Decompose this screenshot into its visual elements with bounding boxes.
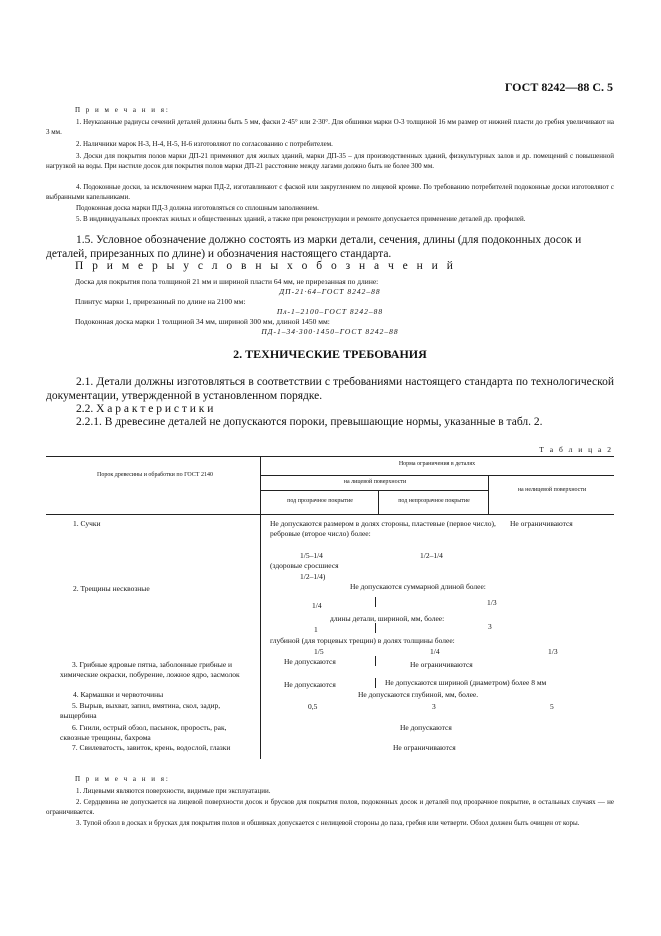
row5-v3: 5 xyxy=(550,702,554,711)
th-opaque: под непрозрачное покрытие xyxy=(398,498,470,504)
page-header: ГОСТ 8242—88 С. 5 xyxy=(504,80,613,94)
bottom-notes-title: П р и м е ч а н и я: xyxy=(75,775,170,783)
table-col-divider xyxy=(260,456,261,759)
row5-name: 5. Вырыв, выхват, запил, вмятина, скол, задир, выщербина xyxy=(60,701,221,720)
example-3-text: Подоконная доска марки 1 толщиной 34 мм, шириной 300 мм, длиной 1450 мм: xyxy=(75,317,330,326)
row2-text3: глубиной (для торцевых трещин) в долях толщины более: xyxy=(270,636,455,645)
note-5: 5. В индивидуальных проектах жилых и общественных зданий, а также при реконструкции и ремонте допускается применение деталей др. профилей. xyxy=(76,215,526,223)
example-2-text: Плинтус марки 1, прирезанный по длине на 2100 мм: xyxy=(75,297,246,306)
row3-mark xyxy=(375,656,376,666)
row3-name: 3. Грибные ядровые пятна, заболонные грибные и химические окраски, побурение, ложное ядро, засмолок xyxy=(60,660,240,679)
notes-title: П р и м е ч а н и я: xyxy=(75,106,170,114)
row3-text2: Не ограничиваются xyxy=(410,660,473,669)
row1-nonface: Не ограничиваются xyxy=(510,519,573,528)
row1-v1: 1/5–1/4 xyxy=(300,551,323,560)
row1-name: 1. Сучки xyxy=(73,519,101,528)
row4-mark xyxy=(375,678,376,688)
table-subcol-divider-2 xyxy=(488,475,489,514)
paragraph-2-2-1: 2.2.1. В древесине деталей не допускаются пороки, превышающие нормы, указанные в табл. 2. xyxy=(76,416,543,428)
row7-text: Не ограничиваются xyxy=(393,743,456,752)
row2-v6: 1/4 xyxy=(430,647,440,656)
row2-text2: длины детали, шириной, мм, более: xyxy=(330,614,445,623)
row7-name: 7. Свилеватость, завиток, крень, водослой, глазки xyxy=(72,743,231,752)
examples-title: П р и м е р ы у с л о в н ы х о б о з н а ч е н и й xyxy=(75,260,456,272)
th-face: на лицевой поверхности xyxy=(343,479,407,485)
paragraph-2-2: 2.2. Х а р а к т е р и с т и к и xyxy=(76,403,214,415)
row2-text1: Не допускаются суммарной длиной более: xyxy=(350,582,486,591)
row4-text1: Не допускаются xyxy=(284,680,336,689)
row2-mark-2 xyxy=(375,623,376,633)
example-1-text: Доска для покрытия пола толщиной 21 мм и шириной пласти 64 мм, не прирезанная по длине: xyxy=(75,277,379,286)
row4-name: 4. Кармашки и червоточины xyxy=(73,690,164,699)
row5-text: Не допускаются глубиной, мм, более. xyxy=(358,690,479,699)
bottom-note-1: 1. Лицевыми являются поверхности, видимые при эксплуатации. xyxy=(76,787,271,795)
bottom-note-2: 2. Сердцевина не допускается на лицевой поверхности досок и брусков для покрытия полов, подоконных досок и деталей под прозрачное покрытие, в остальных случаях — не ограничивается. xyxy=(46,798,614,816)
th-defect: Порок древесины и обработки по ГОСТ 2140 xyxy=(97,472,213,478)
row3-text1: Не допускаются xyxy=(284,657,336,666)
row1-v3: 1/2–1/4) xyxy=(300,572,326,581)
note-3: 3. Доски для покрытия полов марки ДП-21 применяют для жилых зданий, марки ДП-35 – для производственных зданий, физкультурных залов и др. помещений с повышенной нагрузкой на воды. При настиле досок для покрытия полов марки ДП-21 расстояние между лагами должно быть не более 300 мм. xyxy=(46,152,614,170)
example-1-code: ДП-21·64–ГОСТ 8242–88 xyxy=(279,287,381,296)
row1-healthy: (здоровые сросшиеся xyxy=(270,561,339,570)
bottom-note-3: 3. Тупой обзол в досках и брусках для покрытия полов и обшивках допускается с нелицевой стороны до паза, гребня или четверти. Обзол должен быть очищен от коры. xyxy=(76,819,580,827)
table-subheader-rule-2 xyxy=(260,490,488,491)
table-subheader-rule-1 xyxy=(260,475,614,476)
row2-mark-1 xyxy=(375,597,376,607)
row5-v2: 3 xyxy=(432,702,436,711)
th-norm: Норма ограничения в деталях xyxy=(398,461,476,467)
note-1: 1. Неуказанные радиусы сечений деталей должны быть 5 мм, фаски 2·45° или 2·30°. Для обшивки марки О-3 толщиной 16 мм размер от нижней пласти до гребня увеличивают на 3 мм. xyxy=(46,118,614,136)
row2-v1: 1/4 xyxy=(312,601,322,610)
note-2: 2. Наличники марок Н-3, Н-4, Н-5, Н-6 изготовляют по согласованию с потребителем. xyxy=(76,140,333,148)
note-4b: Подоконная доска марки ПД-3 должна изготовляться со сплошным заполнением. xyxy=(76,204,319,212)
row4-text2: Не допускаются шириной (диаметром) более 8 мм xyxy=(385,678,547,687)
row2-v4: 3 xyxy=(488,622,492,631)
section-title: 2. ТЕХНИЧЕСКИЕ ТРЕБОВАНИЯ xyxy=(233,347,427,361)
row2-v7: 1/3 xyxy=(548,647,558,656)
row5-v1: 0,5 xyxy=(308,702,318,711)
row1-v2: 1/2–1/4 xyxy=(420,551,443,560)
row2-name: 2. Трещины несквозные xyxy=(73,584,150,593)
row6-name: 6. Гнили, острый обзол, пасынок, прорость, рак, сквозные трещины, бахрома xyxy=(60,723,227,742)
paragraph-1-5: 1.5. Условное обозначение должно состоять из марки детали, сечения, длины (для подоконных досок и деталей, прирезанных по длине) и обозначения настоящего стандарта. xyxy=(46,234,582,260)
row2-v3: 1 xyxy=(314,625,318,634)
example-2-code: Пл-1–2100–ГОСТ 8242–88 xyxy=(276,307,384,316)
row1-text: Не допускаются размером в долях стороны, пластевые (первое число), ребровые (второе число) более: xyxy=(270,519,496,538)
table-header-rule xyxy=(46,514,614,515)
example-3-code: ПД-1–34·300·1450–ГОСТ 8242–88 xyxy=(261,327,399,336)
paragraph-2-1: 2.1. Детали должны изготовляться в соответствии с требованиями настоящего стандарта по технологической документации, утвержденной в установленном порядке. xyxy=(46,376,614,402)
table-subcol-divider xyxy=(378,490,379,514)
th-transparent: под прозрачное покрытие xyxy=(287,498,353,504)
row2-v5: 1/5 xyxy=(314,647,324,656)
row6-text: Не допускаются xyxy=(400,723,452,732)
row2-v2: 1/3 xyxy=(487,598,497,607)
table-caption: Т а б л и ц а 2 xyxy=(539,445,613,454)
table-top-rule xyxy=(46,456,614,457)
th-nonface: на нелицевой поверхности xyxy=(517,487,587,493)
note-4: 4. Подоконные доски, за исключением марки ПД-2, изготавливают с фаской или закруглением по лицевой кромке. По требованию потребителей подоконные доски изготовляют с выбранными капельниками. xyxy=(46,183,614,201)
